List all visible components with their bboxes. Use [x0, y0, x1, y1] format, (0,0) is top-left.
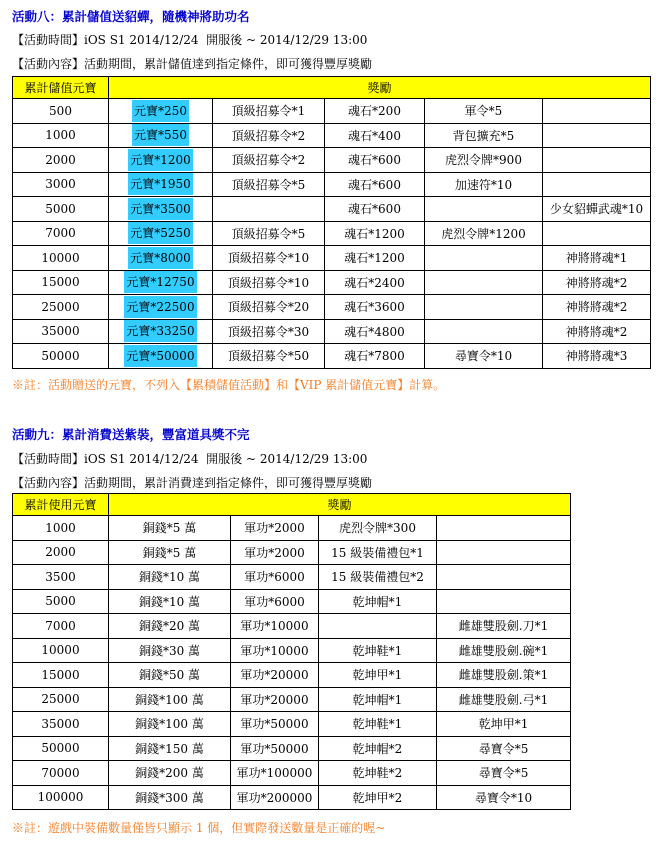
reward-cell: 頂級招募令*5 — [213, 221, 325, 246]
reward-cell — [425, 246, 543, 271]
ingot-reward-cell — [109, 148, 213, 173]
amount-cell: 2000 — [13, 148, 109, 173]
reward-cell — [425, 197, 543, 222]
ingot-reward-cell — [109, 99, 213, 124]
ingot-reward-cell — [109, 221, 213, 246]
reward-cell — [437, 565, 571, 590]
amount-cell: 35000 — [13, 319, 109, 344]
ingot-reward-cell — [109, 270, 213, 295]
reward-cell — [437, 516, 571, 541]
amount-cell: 5000 — [13, 589, 109, 614]
reward-cell: 神將將魂*3 — [543, 344, 651, 369]
reward-cell: 魂石*400 — [325, 123, 425, 148]
reward-cell: 軍功*200000 — [231, 785, 319, 810]
reward-cell: 神將將魂*2 — [543, 270, 651, 295]
reward-cell: 乾坤帽*2 — [319, 736, 437, 761]
table-row — [13, 123, 651, 148]
reward-cell: 軍功*2000 — [231, 540, 319, 565]
reward-cell: 魂石*600 — [325, 197, 425, 222]
amount-cell: 1000 — [13, 123, 109, 148]
amount-cell: 1000 — [13, 516, 109, 541]
section9-note: ※註：遊戲中裝備數量僅皆只顯示 1 個，但實際發送數量是正確的喔~ — [12, 821, 386, 835]
amount-cell: 3500 — [13, 565, 109, 590]
reward-cell — [213, 197, 325, 222]
amount-cell: 500 — [13, 99, 109, 124]
amount-cell: 3000 — [13, 172, 109, 197]
reward-cell: 雌雄雙股劍.刀*1 — [437, 614, 571, 639]
amount-cell: 10000 — [13, 246, 109, 271]
ingot-highlight: 元寶*22500 — [124, 296, 196, 318]
table-row — [13, 540, 571, 565]
section9-title: 活動九：累計消費送紫裝，豐富道具獎不完 — [12, 427, 250, 442]
table-row — [13, 295, 651, 320]
table-row — [13, 761, 571, 786]
reward-cell: 魂石*7800 — [325, 344, 425, 369]
reward-cell: 尋寶令*10 — [425, 344, 543, 369]
reward-cell: 少女貂蟬武魂*10 — [543, 197, 651, 222]
reward-cell: 頂級招募令*30 — [213, 319, 325, 344]
reward-cell: 乾坤鞋*1 — [319, 638, 437, 663]
reward-cell: 銅錢*10 萬 — [109, 589, 231, 614]
reward-cell — [425, 270, 543, 295]
reward-cell — [543, 123, 651, 148]
reward-cell: 乾坤鞋*1 — [319, 712, 437, 737]
reward-cell: 軍功*50000 — [231, 712, 319, 737]
amount-cell: 25000 — [13, 295, 109, 320]
reward-cell: 頂級招募令*2 — [213, 123, 325, 148]
reward-cell — [425, 295, 543, 320]
table-row — [13, 516, 571, 541]
reward-cell: 尋寶令*5 — [437, 736, 571, 761]
section9-time: 【活動時間】iOS S1 2014/12/24 開服後 ~ 2014/12/29 13:00 — [12, 452, 368, 466]
reward-cell: 軍功*20000 — [231, 687, 319, 712]
amount-cell: 10000 — [13, 638, 109, 663]
reward-cell: 15 級裝備禮包*1 — [319, 540, 437, 565]
section8-title: 活動八：累計儲值送貂蟬，隨機神將助功名 — [12, 9, 250, 24]
reward-cell — [319, 614, 437, 639]
amount-cell: 70000 — [13, 761, 109, 786]
table-row — [13, 785, 571, 810]
table-row — [13, 319, 651, 344]
header-amount: 累計使用元寶 — [13, 494, 109, 516]
reward-cell: 軍功*20000 — [231, 663, 319, 688]
table-row — [13, 589, 571, 614]
ingot-highlight: 元寶*250 — [132, 100, 189, 122]
amount-cell: 7000 — [13, 614, 109, 639]
section8-content: 【活動內容】活動期間，累計儲值達到指定條件，即可獲得豐厚獎勵 — [12, 57, 373, 71]
ingot-reward-cell — [109, 295, 213, 320]
reward-cell: 乾坤鞋*2 — [319, 761, 437, 786]
ingot-highlight: 元寶*3500 — [128, 198, 193, 220]
reward-cell: 虎烈令牌*1200 — [425, 221, 543, 246]
table-row — [13, 172, 651, 197]
table-row — [13, 687, 571, 712]
ingot-highlight: 元寶*5250 — [128, 222, 193, 244]
header-reward: 獎勵 — [109, 77, 651, 99]
amount-cell: 100000 — [13, 785, 109, 810]
table-row — [13, 638, 571, 663]
reward-cell: 軍功*50000 — [231, 736, 319, 761]
ingot-reward-cell — [109, 246, 213, 271]
reward-cell: 加速符*10 — [425, 172, 543, 197]
reward-cell: 乾坤帽*1 — [319, 589, 437, 614]
reward-cell: 魂石*600 — [325, 148, 425, 173]
reward-cell: 神將將魂*1 — [543, 246, 651, 271]
reward-cell: 乾坤甲*1 — [319, 663, 437, 688]
table-row — [13, 246, 651, 271]
reward-cell: 銅錢*300 萬 — [109, 785, 231, 810]
reward-cell: 虎烈令牌*900 — [425, 148, 543, 173]
section8-note: ※註：活動贈送的元寶，不列入【累積儲值活動】和【VIP 累計儲值元寶】計算。 — [12, 378, 446, 392]
reward-cell: 魂石*4800 — [325, 319, 425, 344]
reward-cell: 銅錢*5 萬 — [109, 540, 231, 565]
reward-cell: 銅錢*5 萬 — [109, 516, 231, 541]
table-row — [13, 565, 571, 590]
header-amount: 累計儲值元寶 — [13, 77, 109, 99]
reward-cell: 乾坤甲*1 — [437, 712, 571, 737]
table-row — [13, 614, 571, 639]
reward-cell: 銅錢*30 萬 — [109, 638, 231, 663]
ingot-highlight: 元寶*550 — [132, 124, 189, 146]
ingot-reward-cell — [109, 172, 213, 197]
reward-cell: 魂石*3600 — [325, 295, 425, 320]
reward-cell: 魂石*200 — [325, 99, 425, 124]
reward-cell: 軍功*10000 — [231, 614, 319, 639]
reward-cell: 軍功*10000 — [231, 638, 319, 663]
amount-cell: 5000 — [13, 197, 109, 222]
reward-cell: 虎烈令牌*300 — [319, 516, 437, 541]
table-row — [13, 197, 651, 222]
amount-cell: 15000 — [13, 663, 109, 688]
table-row — [13, 99, 651, 124]
ingot-reward-cell — [109, 197, 213, 222]
table-row — [13, 344, 651, 369]
amount-cell: 2000 — [13, 540, 109, 565]
reward-cell: 神將將魂*2 — [543, 319, 651, 344]
table-row — [13, 221, 651, 246]
reward-cell — [437, 589, 571, 614]
section8-reward-table — [12, 76, 651, 369]
reward-cell: 雌雄雙股劍.弓*1 — [437, 687, 571, 712]
ingot-highlight: 元寶*1200 — [128, 149, 193, 171]
amount-cell: 35000 — [13, 712, 109, 737]
amount-cell: 50000 — [13, 344, 109, 369]
section8-time: 【活動時間】iOS S1 2014/12/24 開服後 ~ 2014/12/29 13:00 — [12, 33, 368, 47]
reward-cell: 雌雄雙股劍.策*1 — [437, 663, 571, 688]
reward-cell: 背包擴充*5 — [425, 123, 543, 148]
reward-cell: 尋寶令*10 — [437, 785, 571, 810]
reward-cell: 頂級招募令*2 — [213, 148, 325, 173]
section9-reward-table — [12, 493, 571, 810]
ingot-highlight: 元寶*1950 — [128, 173, 193, 195]
reward-cell: 銅錢*100 萬 — [109, 687, 231, 712]
ingot-highlight: 元寶*33250 — [124, 320, 196, 342]
reward-cell: 魂石*600 — [325, 172, 425, 197]
reward-cell: 乾坤帽*1 — [319, 687, 437, 712]
reward-cell: 乾坤甲*2 — [319, 785, 437, 810]
table-row — [13, 270, 651, 295]
ingot-reward-cell — [109, 319, 213, 344]
reward-cell: 軍功*2000 — [231, 516, 319, 541]
reward-cell: 15 級裝備禮包*2 — [319, 565, 437, 590]
ingot-highlight: 元寶*12750 — [124, 271, 196, 293]
reward-cell: 銅錢*10 萬 — [109, 565, 231, 590]
reward-cell: 魂石*1200 — [325, 246, 425, 271]
reward-cell — [543, 221, 651, 246]
table-row — [13, 712, 571, 737]
reward-cell: 軍令*5 — [425, 99, 543, 124]
reward-cell: 頂級招募令*5 — [213, 172, 325, 197]
reward-cell: 魂石*1200 — [325, 221, 425, 246]
amount-cell: 15000 — [13, 270, 109, 295]
amount-cell: 50000 — [13, 736, 109, 761]
reward-cell: 銅錢*50 萬 — [109, 663, 231, 688]
amount-cell: 7000 — [13, 221, 109, 246]
amount-cell: 25000 — [13, 687, 109, 712]
reward-cell: 頂級招募令*10 — [213, 270, 325, 295]
ingot-reward-cell — [109, 344, 213, 369]
reward-cell — [437, 540, 571, 565]
reward-cell: 神將將魂*2 — [543, 295, 651, 320]
ingot-reward-cell — [109, 123, 213, 148]
reward-cell: 銅錢*100 萬 — [109, 712, 231, 737]
reward-cell — [543, 172, 651, 197]
reward-cell: 銅錢*200 萬 — [109, 761, 231, 786]
table-row — [13, 736, 571, 761]
reward-cell: 頂級招募令*50 — [213, 344, 325, 369]
reward-cell: 魂石*2400 — [325, 270, 425, 295]
ingot-highlight: 元寶*8000 — [128, 247, 193, 269]
reward-cell: 尋寶令*5 — [437, 761, 571, 786]
section9-content: 【活動內容】活動期間，累計消費達到指定條件，即可獲得豐厚獎勵 — [12, 476, 373, 490]
reward-cell: 軍功*100000 — [231, 761, 319, 786]
reward-cell: 銅錢*20 萬 — [109, 614, 231, 639]
reward-cell: 頂級招募令*10 — [213, 246, 325, 271]
table-row — [13, 148, 651, 173]
reward-cell — [543, 99, 651, 124]
reward-cell: 頂級招募令*20 — [213, 295, 325, 320]
reward-cell — [425, 319, 543, 344]
reward-cell: 銅錢*150 萬 — [109, 736, 231, 761]
reward-cell: 軍功*6000 — [231, 589, 319, 614]
reward-cell — [543, 148, 651, 173]
reward-cell: 頂級招募令*1 — [213, 99, 325, 124]
header-reward: 獎勵 — [109, 494, 571, 516]
reward-cell: 軍功*6000 — [231, 565, 319, 590]
ingot-highlight: 元寶*50000 — [124, 345, 196, 367]
reward-cell: 雌雄雙股劍.碗*1 — [437, 638, 571, 663]
table-row — [13, 663, 571, 688]
